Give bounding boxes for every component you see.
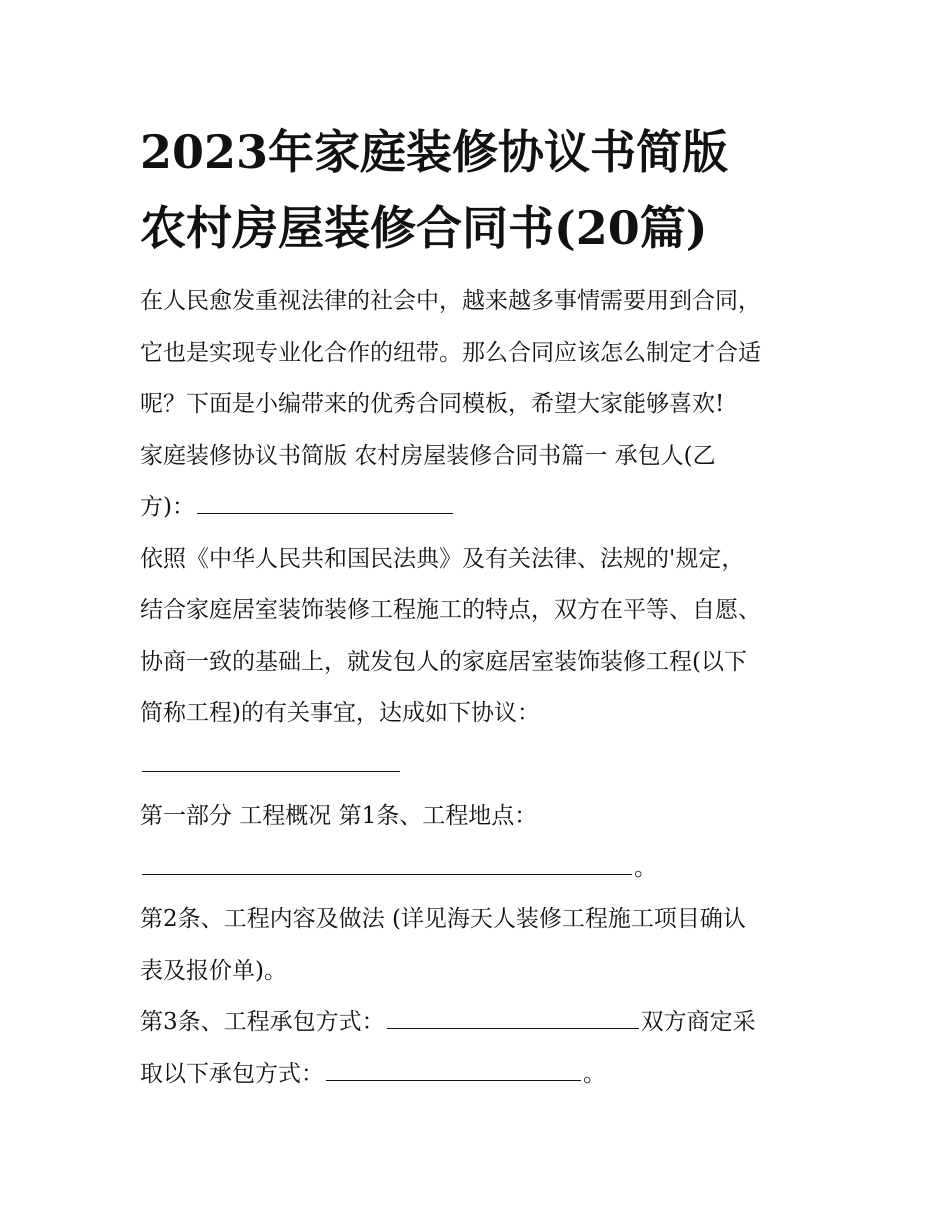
intro-line-2: 它也是实现专业化合作的纽带。那么合同应该怎么制定才合适 [140,339,761,366]
article-3-suffix: 双方商定采 [640,1009,756,1035]
document-title [140,114,840,266]
document-body [140,276,820,1100]
section-1-line: 第一部分 工程概况 第1条、工程地点： [140,803,538,829]
article-3b-period: 。 [583,1060,606,1087]
intro-line-1: 在人民愈发重视法律的社会中，越来越多事情需要用到合同， [140,288,761,314]
address-blank [142,852,632,875]
article-3-prefix: 第3条、工程承包方式： [140,1009,385,1035]
contract-method-blank [387,1006,639,1029]
basis-line-4: 简称工程)的有关事宜，达成如下协议： [140,700,540,726]
article-2-line-2: 表及报价单)。 [140,957,287,984]
article-3b-prefix: 取以下承包方式： [140,1060,324,1087]
basis-line-3: 协商一致的基础上，就发包人的家庭居室装饰装修工程(以下 [140,648,747,675]
standalone-blank [142,749,400,772]
standalone-blank-line [140,740,820,792]
address-blank-line [140,843,820,895]
article-2-line-1: 第2条、工程内容及做法 (详见海天人装修工程施工项目确认 [140,906,746,932]
article-3-line-1 [140,997,820,1049]
method-choice-blank [326,1058,581,1081]
article-3-line-2 [140,1049,820,1101]
intro-line-3: 呢？下面是小编带来的优秀合同模板，希望大家能够喜欢! [140,391,725,417]
contractor-blank [197,491,453,514]
title-line-2: 农村房屋装修合同书(20篇) [140,201,708,255]
heading-line-1: 家庭装修协议书简版 农村房屋装修合同书篇一 承包人(乙 [140,442,716,469]
party-line [140,482,820,534]
basis-line-2: 结合家庭居室装饰装修工程施工的特点，双方在平等、自愿、 [140,597,761,623]
title-line-1: 2023年家庭装修协议书简版 [140,125,729,179]
party-label: 方)： [140,494,195,520]
address-period: 。 [634,854,657,881]
basis-line-1: 依照《中华人民共和国民法典》及有关法律、法规的'规定， [140,545,745,572]
